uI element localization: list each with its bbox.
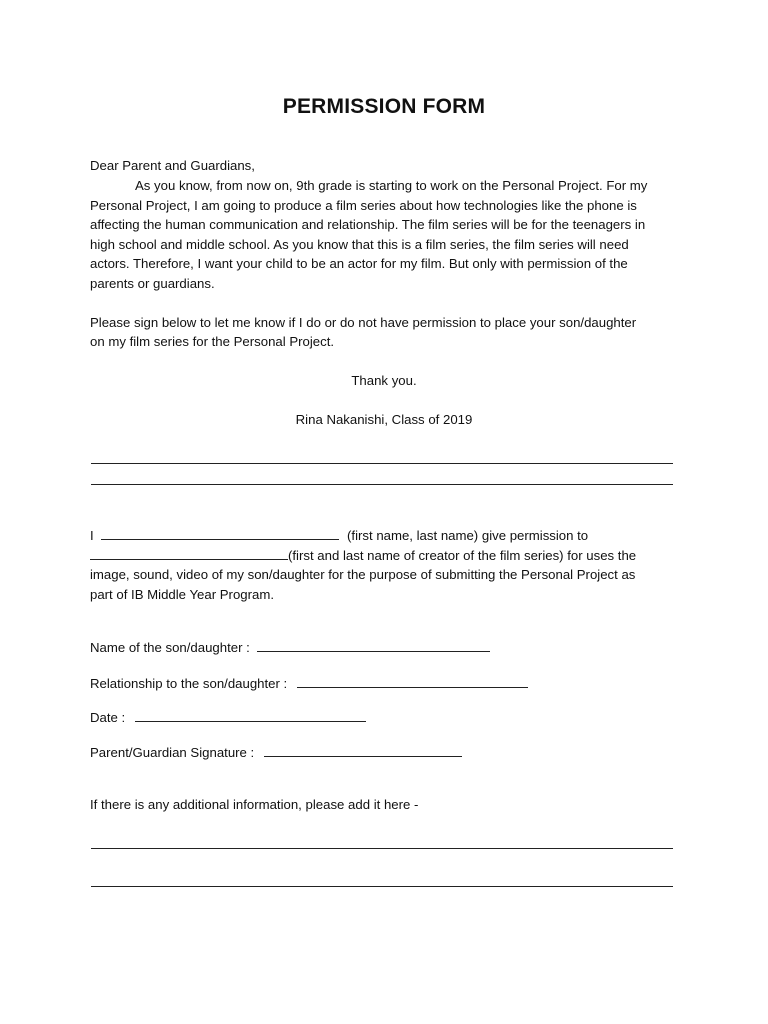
son-daughter-name-field[interactable] bbox=[257, 638, 490, 652]
date-label: Date : bbox=[90, 710, 126, 725]
additional-info-prompt: If there is any additional information, please add it here - bbox=[90, 797, 419, 812]
body-line-5: actors. Therefore, I want your child to be an actor for my film. But only with permission of the bbox=[90, 256, 628, 271]
consent-line-1 bbox=[90, 526, 690, 546]
consent-line-3: image, sound, video of my son/daughter for the purpose of submitting the Personal Project as bbox=[90, 567, 636, 582]
thank-you: Thank you. bbox=[351, 373, 417, 388]
consent-prefix: I bbox=[90, 528, 94, 543]
relationship-row bbox=[90, 674, 690, 694]
signature-label: Parent/Guardian Signature : bbox=[90, 745, 255, 760]
date-row bbox=[90, 708, 690, 728]
separator-line-1 bbox=[91, 463, 673, 464]
consent-line-1-suffix: (first name, last name) give permission to bbox=[347, 528, 589, 543]
body-line-1: As you know, from now on, 9th grade is starting to work on the Personal Project. For my bbox=[135, 178, 648, 193]
relationship-label: Relationship to the son/daughter : bbox=[90, 676, 288, 691]
page-title: PERMISSION FORM bbox=[282, 95, 486, 118]
greeting: Dear Parent and Guardians, bbox=[90, 158, 255, 173]
signoff: Rina Nakanishi, Class of 2019 bbox=[295, 412, 473, 427]
parent-name-field[interactable] bbox=[101, 526, 339, 540]
son-daughter-name-row bbox=[90, 638, 690, 658]
request-line-2: on my film series for the Personal Project. bbox=[90, 334, 335, 349]
additional-info-line-1[interactable] bbox=[91, 848, 673, 849]
relationship-field[interactable] bbox=[297, 674, 528, 688]
creator-name-field[interactable] bbox=[90, 546, 288, 560]
body-line-2: Personal Project, I am going to produce a film series about how technologies like the phone is bbox=[90, 197, 637, 213]
son-daughter-name-label: Name of the son/daughter : bbox=[90, 640, 250, 655]
body-line-3: affecting the human communication and relationship. The film series will be for the teenagers in bbox=[90, 217, 646, 232]
additional-info-line-2[interactable] bbox=[91, 886, 673, 887]
signature-row bbox=[90, 743, 690, 763]
consent-line-2 bbox=[90, 546, 690, 566]
consent-line-4: part of IB Middle Year Program. bbox=[90, 586, 274, 602]
consent-line-2-suffix: (first and last name of creator of the film series) for uses the bbox=[288, 547, 637, 563]
signature-field[interactable] bbox=[264, 743, 462, 757]
request-line-1: Please sign below to let me know if I do or do not have permission to place your son/daughter bbox=[90, 314, 637, 330]
date-field[interactable] bbox=[135, 708, 366, 722]
body-line-4: high school and middle school. As you know that this is a film series, the film series will need bbox=[90, 236, 629, 252]
separator-line-2 bbox=[91, 484, 673, 485]
body-line-6: parents or guardians. bbox=[90, 275, 215, 291]
